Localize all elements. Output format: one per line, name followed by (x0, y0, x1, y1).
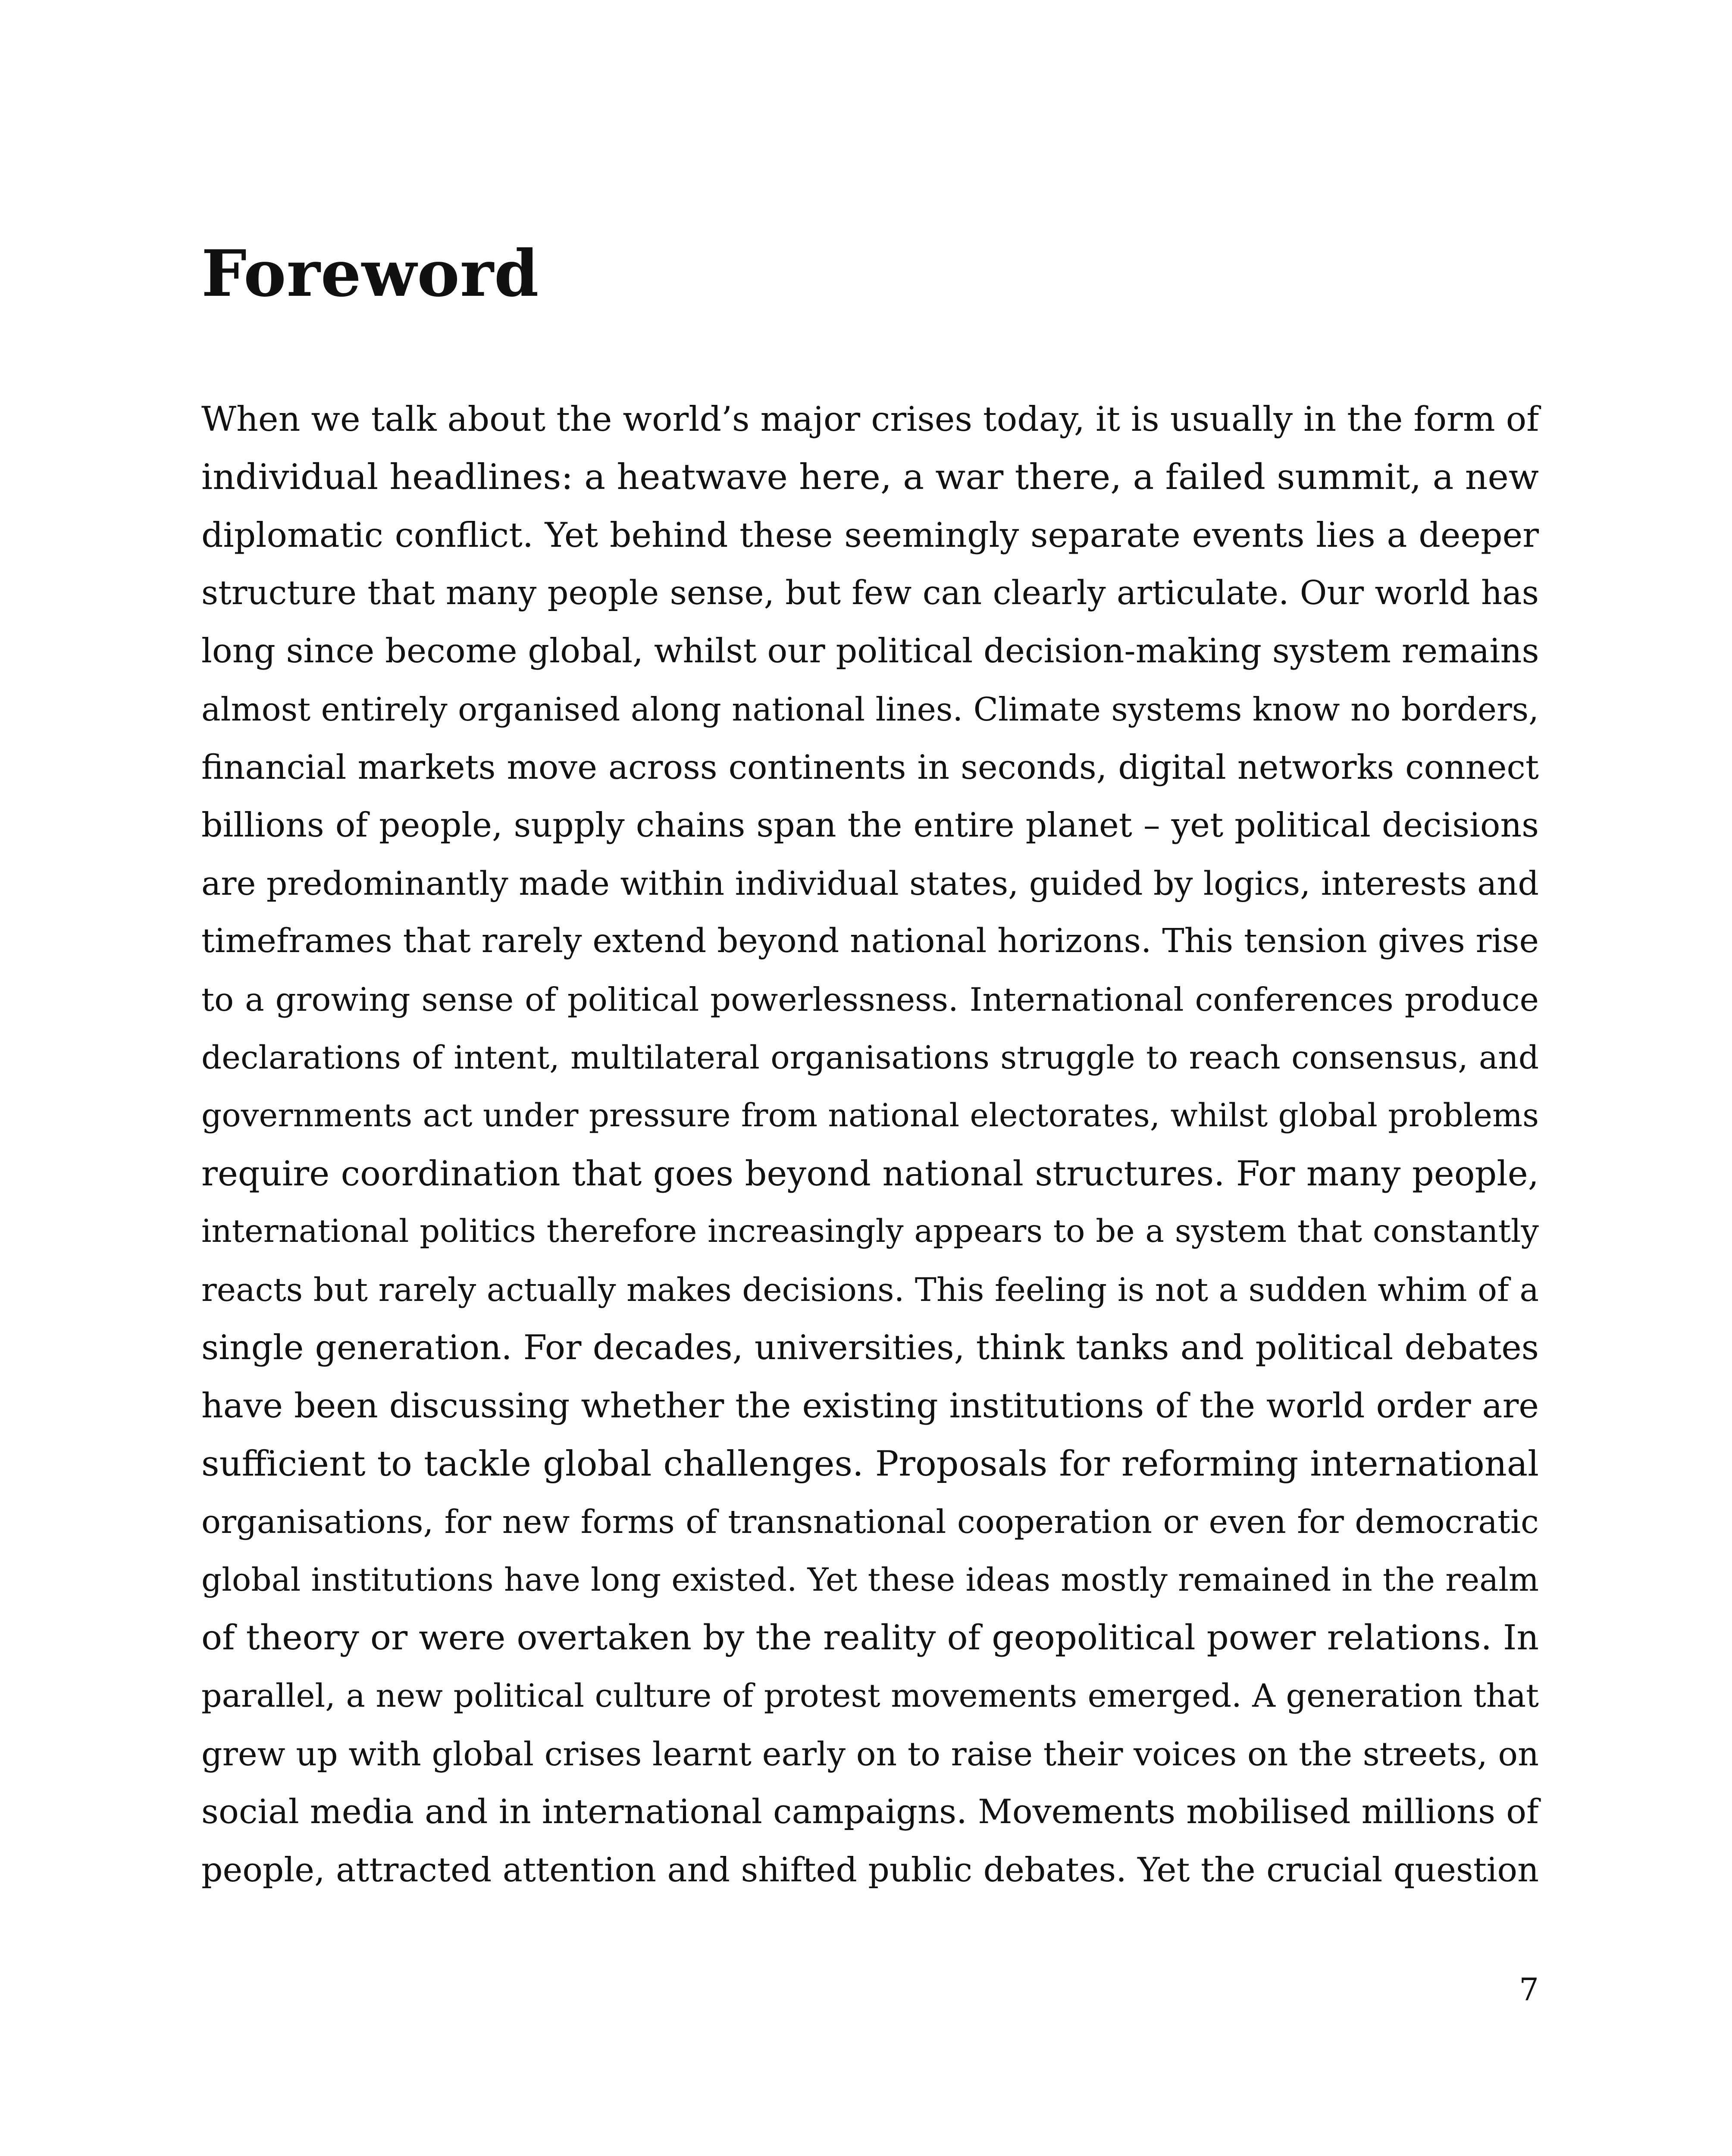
text-line: long since become global, whilst our political decision-making system remains (201, 632, 1539, 671)
text-line: financial markets move across continents in seconds, digital networks connect (201, 748, 1539, 787)
page-number: 7 (1519, 1971, 1539, 2008)
text-line: social media and in international campaigns. Movements mobilised millions of (201, 1792, 1539, 1832)
text-line: are predominantly made within individual states, guided by logics, interests and (201, 864, 1539, 903)
text-line: reacts but rarely actually makes decisions. This feeling is not a sudden whim of a (201, 1270, 1539, 1309)
text-line: individual headlines: a heatwave here, a war there, a failed summit, a new (201, 456, 1539, 498)
text-line: international politics therefore increasingly appears to be a system that constantly (201, 1213, 1539, 1250)
text-line: to a growing sense of political powerlessness. International conferences produce (201, 980, 1539, 1018)
text-line: diplomatic conflict. Yet behind these seemingly separate events lies a deeper (201, 515, 1539, 555)
text-line: have been discussing whether the existing institutions of the world order are (201, 1386, 1539, 1426)
text-line: timeframes that rarely extend beyond national horizons. This tension gives rise (201, 922, 1539, 961)
text-line: people, attracted attention and shifted public debates. Yet the crucial question (201, 1850, 1539, 1890)
text-line: sufficient to tackle global challenges. Proposals for reforming international (201, 1443, 1539, 1484)
chapter-title: Foreword (201, 236, 539, 311)
text-line: require coordination that goes beyond national structures. For many people, (201, 1153, 1539, 1194)
text-line: grew up with global crises learnt early on to raise their voices on the streets, on (201, 1735, 1539, 1773)
text-line: When we talk about the world’s major crises today, it is usually in the form of (201, 399, 1539, 439)
text-line: of theory or were overtaken by the reality of geopolitical power relations. In (201, 1617, 1539, 1658)
text-line: global institutions have long existed. Yet these ideas mostly remained in the realm (201, 1561, 1539, 1598)
text-line: almost entirely organised along national lines. Climate systems know no borders, (201, 690, 1539, 728)
text-line: governments act under pressure from national electorates, whilst global problems (201, 1097, 1539, 1134)
text-line: billions of people, supply chains span the entire planet – yet political decisions (201, 806, 1539, 845)
text-line: declarations of intent, multilateral organisations struggle to reach consensus, and (201, 1039, 1539, 1076)
text-line: structure that many people sense, but few can clearly articulate. Our world has (201, 573, 1539, 612)
text-line: parallel, a new political culture of protest movements emerged. A generation that (201, 1677, 1539, 1715)
body-paragraph (201, 390, 1539, 1899)
text-line: single generation. For decades, universities, think tanks and political debates (201, 1328, 1539, 1367)
text-line: organisations, for new forms of transnational cooperation or even for democratic (201, 1503, 1539, 1541)
